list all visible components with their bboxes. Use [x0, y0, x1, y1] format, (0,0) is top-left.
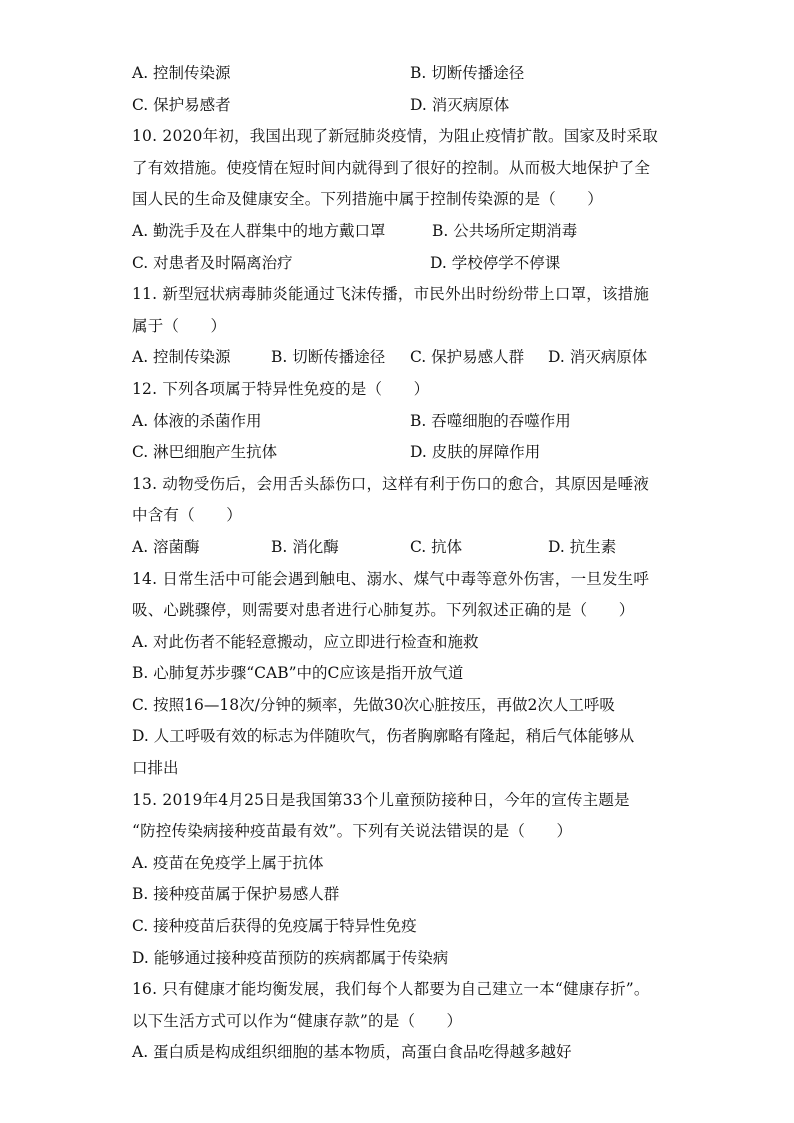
q10-option-d: D. 学校停学不停课	[430, 253, 561, 272]
q13-stem-line-1: 13. 动物受伤后，会用舌头舔伤口，这样有利于伤口的愈合，其原因是唾液	[132, 474, 650, 493]
q9-options-row-2	[132, 90, 668, 122]
q10-option-a: A. 勤洗手及在人群集中的地方戴口罩	[132, 221, 386, 240]
q11-options-row	[132, 342, 668, 374]
q14-option-b: B. 心肺复苏步骤“CAB”中的C应该是指开放气道	[132, 664, 464, 683]
q12-options-row-2	[132, 437, 668, 469]
q14-option-d-line-1: D. 人工呼吸有效的标志为伴随吹气，伤者胸廓略有隆起，稍后气体能够从	[132, 727, 635, 746]
q11-option-a: A. 控制传染源	[132, 348, 231, 367]
q11-stem-line-1: 11. 新型冠状病毒肺炎能通过飞沫传播，市民外出时纷纷带上口罩，该措施	[132, 285, 650, 304]
q14-option-c: C. 按照16—18次/分钟的频率，先做30次心脏按压，再做2次人工呼吸	[132, 695, 615, 714]
q11-stem-line-2: 属于（ ）	[132, 316, 227, 335]
q13-option-a: A. 溶菌酶	[132, 537, 200, 556]
q13-option-c: C. 抗体	[410, 537, 463, 556]
q10-option-b: B. 公共场所定期消毒	[432, 221, 578, 240]
q11-option-c: C. 保护易感人群	[410, 348, 525, 367]
q9-option-c: C. 保护易感者	[132, 95, 231, 114]
q12-option-b: B. 吞噬细胞的吞噬作用	[410, 411, 571, 430]
q13-stem-line-2: 中含有（ ）	[132, 506, 242, 525]
q13-options-row	[132, 532, 668, 564]
q14-option-a: A. 对此伤者不能轻意搬动，应立即进行检查和施救	[132, 632, 479, 651]
q12-option-a: A. 体液的杀菌作用	[132, 411, 262, 430]
q15-option-a: A. 疫苗在免疫学上属于抗体	[132, 853, 324, 872]
q10-stem-line-2: 了有效措施。使疫情在短时间内就得到了很好的控制。从而极大地保护了全	[132, 158, 651, 177]
q15-option-d: D. 能够通过接种疫苗预防的疾病都属于传染病	[132, 948, 449, 967]
q9-options-row-1	[132, 58, 668, 90]
q10-option-c: C. 对患者及时隔离治疗	[132, 253, 293, 272]
q12-option-c: C. 淋巴细胞产生抗体	[132, 443, 278, 462]
q11-option-b: B. 切断传播途径	[271, 348, 386, 367]
q10-options-row-2	[132, 248, 668, 280]
q13-option-d: D. 抗生素	[548, 537, 617, 556]
q14-stem-line-2: 吸、心跳骤停，则需要对患者进行心肺复苏。下列叙述正确的是（ ）	[132, 601, 635, 620]
q9-option-b: B. 切断传播途径	[410, 64, 525, 82]
q15-stem-line-1: 15. 2019年4月25日是我国第33个儿童预防接种日，今年的宣传主题是	[132, 790, 630, 809]
q10-options-row-1	[132, 216, 668, 248]
q16-stem-line-2: 以下生活方式可以作为“健康存款”的是（ ）	[132, 1011, 463, 1030]
q9-option-d: D. 消灭病原体	[410, 95, 510, 114]
q14-option-d-line-2: 口排出	[132, 759, 179, 778]
q11-option-d: D. 消灭病原体	[548, 348, 648, 367]
q12-option-d: D. 皮肤的屏障作用	[410, 443, 541, 462]
q12-stem: 12. 下列各项属于特异性免疫的是（ ）	[132, 379, 430, 398]
q16-option-a: A. 蛋白质是构成组织细胞的基本物质，高蛋白食品吃得越多越好	[132, 1043, 572, 1062]
q12-options-row-1	[132, 406, 668, 438]
q14-stem-line-1: 14. 日常生活中可能会遇到触电、溺水、煤气中毒等意外伤害，一旦发生呼	[132, 569, 650, 588]
q13-option-b: B. 消化酶	[271, 537, 339, 556]
q15-stem-line-2: “防控传染病接种疫苗最有效”。下列有关说法错误的是（ ）	[132, 822, 573, 841]
q15-option-c: C. 接种疫苗后获得的免疫属于特异性免疫	[132, 917, 417, 936]
q16-stem-line-1: 16. 只有健康才能均衡发展，我们每个人都要为自己建立一本“健康存折”。	[132, 980, 650, 999]
q10-stem-line-3: 国人民的生命及健康安全。下列措施中属于控制传染源的是（ ）	[132, 190, 604, 209]
exam-page	[132, 58, 668, 1069]
q15-option-b: B. 接种疫苗属于保护易感人群	[132, 885, 340, 904]
q10-stem-line-1: 10. 2020年初，我国出现了新冠肺炎疫情，为阻止疫情扩散。国家及时采取	[132, 127, 658, 146]
q9-option-a: A. 控制传染源	[132, 64, 231, 82]
